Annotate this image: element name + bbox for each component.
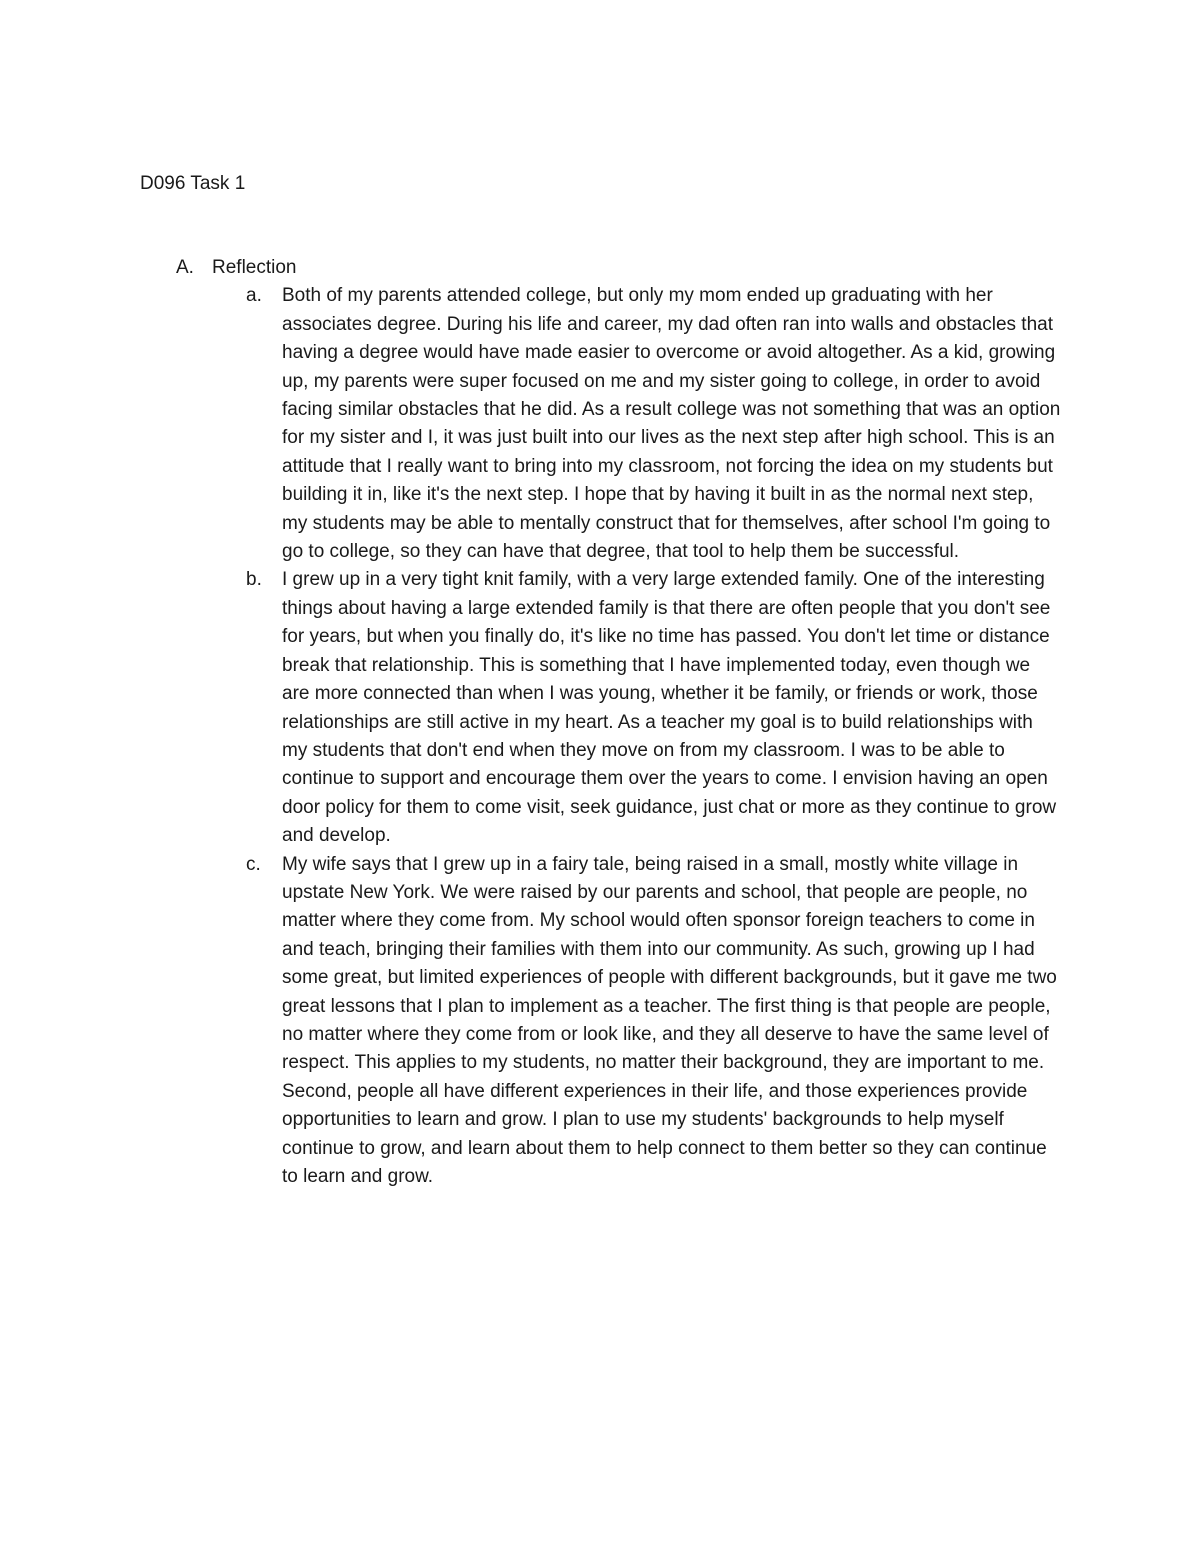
reflection-list (176, 282, 1076, 1191)
reflection-section (176, 254, 1076, 1191)
section-heading (176, 254, 1076, 282)
section-title: Reflection (212, 257, 297, 278)
paragraph-text: I grew up in a very tight knit family, with a very large extended family. One of the interesting things about having a large extended family is that there are often people that you don't see for years, but when you finally do, it's like no time has passed. You don't let time or distance break that relationship. This is something that I have implemented today, even though we are more connected than when I was young, whether it be family, or friends or work, those relationships are still active in my heart. As a teacher my goal is to build relationships with my students that don't end when they move on from my classroom. I was to be able to continue to support and encourage them over the years to come. I envision having an open door policy for them to come visit, seek guidance, just chat or more as they continue to grow and develop. (282, 569, 1057, 847)
paragraph-text: Both of my parents attended college, but only my mom ended up graduating with her associates degree. During his life and career, my dad often ran into walls and obstacles that having a degree would have made easier to overcome or avoid altogether. As a kid, growing up, my parents were super focused on me and my sister going to college, in order to avoid facing similar obstacles that he did. As a result college was not something that was an option for my sister and I, it was just built into our lives as the next step after high school. This is an attitude that I really want to bring into my classroom, not forcing the idea on my students but building it in, like it's the next step. I hope that by having it built in as the normal next step, my students may be able to mentally construct that for themselves, after school I'm going to go to college, so they can have that degree, that tool to help them be successful. (282, 285, 1061, 563)
list-marker: c. (246, 853, 261, 875)
list-marker: a. (246, 285, 262, 307)
list-item-c (176, 851, 1076, 1192)
paragraph-text: My wife says that I grew up in a fairy tale, being raised in a small, mostly white village in upstate New York. We were raised by our parents and school, that people are people, no matter where they come from. My school would often sponsor foreign teachers to come in and teach, bringing their families with them into our community. As such, growing up I had some great, but limited experiences of people with different backgrounds, but it gave me two great lessons that I plan to implement as a teacher. The first thing is that people are people, no matter where they come from or look like, and they all deserve to have the same level of respect. This applies to my students, no matter their background, they are important to me. Second, people all have different experiences in their life, and those experiences provide opportunities to learn and grow. I plan to use my students' backgrounds to help myself continue to grow, and learn about them to help connect to them better so they can continue to learn and grow. (282, 853, 1057, 1187)
list-marker: b. (246, 569, 262, 591)
document-title: D096 Task 1 (140, 173, 246, 194)
section-marker: A. (176, 257, 194, 278)
list-item-a (176, 282, 1076, 566)
list-item-b (176, 566, 1076, 850)
